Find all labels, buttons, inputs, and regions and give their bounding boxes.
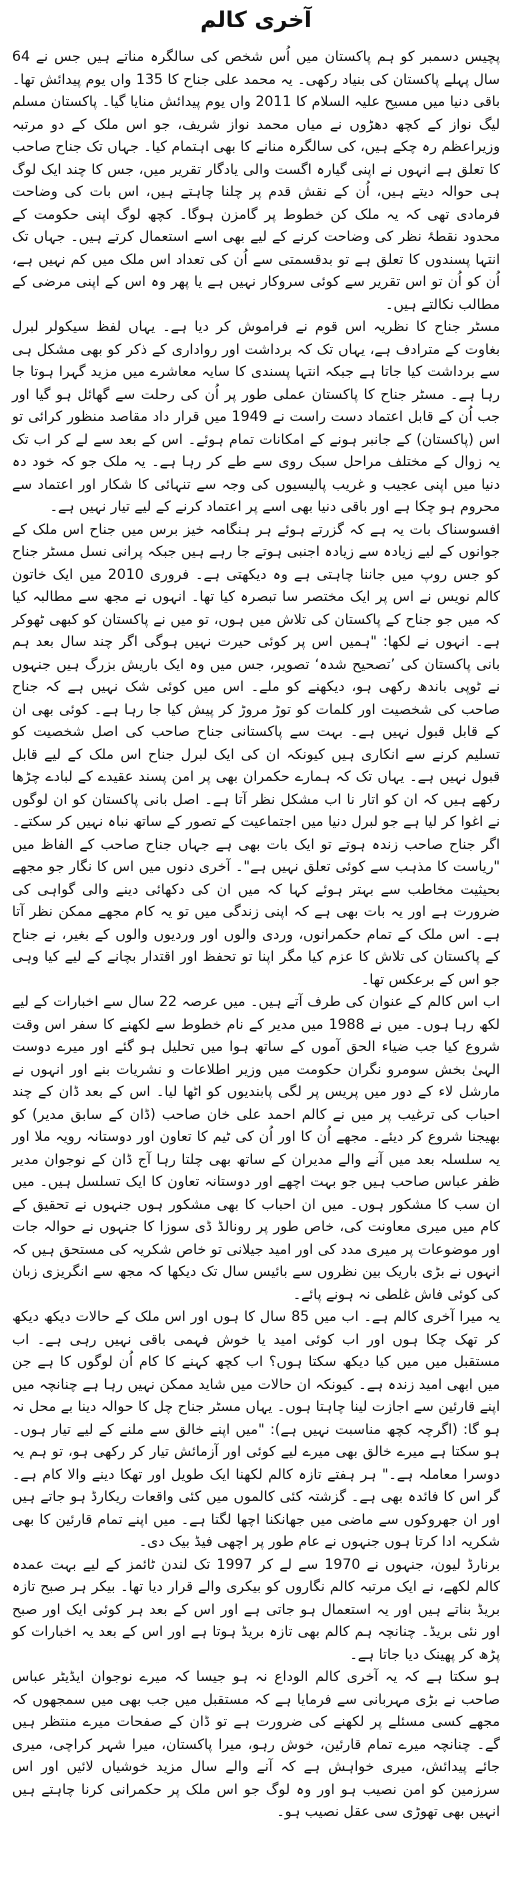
paragraph-3: افسوسناک بات یہ ہے کہ گزرتے ہوئے ہر ہنگامہ خیز برس میں جناح اس ملک کے جوانوں کے لیے زیادہ سے زیادہ اجنبی ہوتے جا رہے ہیں جبکہ پرانی نسل مسٹر جناح کو جس روپ میں جاننا چاہتی ہے وہ دیکھتی ہے۔ فروری 2010 میں ایک خاتون کالم نویس نے اس پر ایک مختصر سا تبصرہ کیا تھا۔ انہوں نے مجھ سے مطالبہ کیا کہ میں جو جناح کے پاکستان کی تلاش میں ہوں، تو میں نے پاکستان کو کبھی ٹھوکر ہے۔ انہوں نے لکھا: "ہمیں اس پر کوئی حیرت نہیں ہوگی اگر چند سال بعد ہم بانی پاکستان کی ’تصحیح شدہ‘ تصویر، جس میں وہ ایک باریش بزرگ ہیں جنہوں نے ٹوپی باندھ رکھی ہو، دیکھنے کو ملے۔ اس میں کوئی شک نہیں ہے کہ جناح صاحب کی شخصیت اور کلمات کو توڑ مروڑ کر پیش کیا جا رہا ہے۔ کوئی بھی ان کے قابل قبول نہیں ہے۔ بہت سے پاکستانی جناح صاحب کی اصل شخصیت کو تسلیم کرنے سے انکاری ہیں کیونکہ ان کی ایک لبرل جناح اس ملک کے لیے قابل قبول نہیں ہے۔ یہاں تک کہ ہمارے حکمران بھی پر امن پسند عقیدے کے لبادے چڑھا رکھے ہیں کہ ان کو اتار نا اب مشکل نظر آتا ہے۔ اصل بانی پاکستان کو ان لوگوں نے اغوا کر لیا ہے جو لبرل دنیا میں اجتماعیت کے تصور کے ساتھ نباہ نہیں کر سکتے۔ اگر جناح صاحب زندہ ہوتے تو ایک بات بھی ہے جہاں جناح صاحب کے الفاظ میں "ریاست کا مذہب سے کوئی تعلق نہیں ہے"۔ آخری دنوں میں اس کا نگار جو مجھے بحیثیت مخاطب سے بہتر ہوئے کہا کہ میں ان کی دکھائی دینے والی گواہی کی ضرورت ہے اور یہ بات بھی ہے کہ اپنی زندگی میں تو یہ کام مجھے ممکن نظر آتا ہے۔ اس ملک کے تمام حکمرانوں، وردی والوں اور وردیوں والوں کے بغیر، نے جناح کے پاکستان کی تلاش کا عزم کیا مگر اپنا تو تحفظ اور اقتدار بچانے کے لیے کیا وہی جو اس کے برعکس تھا۔ <box>12 521 500 988</box>
paragraph-6: برنارڈ لیون، جنہوں نے 1970 سے لے کر 1997 تک لندن ٹائمز کے لیے بہت عمدہ کالم لکھے، نے ایک مرتبہ کالم نگاروں کو بیکری والے قرار دیا تھا۔ بیکر ہر صبح تازہ بریڈ بناتے ہیں اور یہ استعمال ہو جاتی ہے اور اس کے بعد ہر کوئی ایک اور صبح اور نئی بریڈ۔ چنانچہ ہم کالم بھی تازہ بریڈ ہوتا ہے اور اس کے بعد یہ اخبارات کو پڑھ کر پھینک دیا جاتا ہے۔ <box>12 1556 500 1663</box>
paragraph-2: مسٹر جناح کا نظریہ اس قوم نے فراموش کر دیا ہے۔ یہاں لفظ سیکولر لبرل بغاوت کے مترادف ہے، یہاں تک کہ برداشت اور رواداری کے ذکر کو بھی مشکل ہی سے برداشت کیا جاتا ہے جبکہ انتہا پسندی کا سایہ معاشرے میں مزید گہرا ہوتا جا رہا ہے۔ مسٹر جناح کا پاکستان عملی طور پر اُن کی رحلت سے گھائل ہو گیا اور جب اُن کے قابل اعتماد دست راست نے 1949 میں قرار داد مقاصد منظور کرائی تو اس (پاکستان) کے جانبر ہونے کے امکانات تمام ہوئے۔ اس کے بعد سے لے کر اب تک یہ زوال کے مختلف مراحل سبک روی سے طے کر رہا ہے۔ یہ ملک جو کہ خود دہ دنیا میں اپنی عجیب و غریب پالیسیوں کی وجہ سے تنہائی کا شکار اور اعتماد سے محروم ہو چکا ہے اور باقی دنیا بھی اسے پر اعتماد کرنے کے لیے تیار نہیں ہے۔ <box>12 319 500 515</box>
article-body <box>12 46 500 1824</box>
paragraph-1: پچیس دسمبر کو ہم پاکستان میں اُس شخص کی سالگرہ مناتے ہیں جس نے 64 سال پہلے پاکستان کی بنیاد رکھی۔ یہ محمد علی جناح کا 135 واں یوم پیدائش تھا۔ باقی دنیا میں مسیح علیہ السلام کا 2011 واں یوم پیدائش منایا گیا۔ پاکستان مسلم لیگ نواز کے کچھ دھڑوں نے میاں محمد نواز شریف، جو اس ملک کے دو مرتبہ وزیراعظم رہ چکے ہیں، کی سالگرہ منانے کا بھی اہتمام کیا۔ جہاں تک جناح صاحب کا تعلق ہے انہوں نے اپنی گیارہ اگست والی یادگار تقریر میں، جس کا چند ایک لوگ ہی حوالہ دیتے ہیں، اُن کے نقش قدم پر چلنا چاہتے ہیں، اس بات کی وضاحت فرمادی تھی کہ یہ ملک کن خطوط پر گامزن ہوگا۔ کچھ لوگ اپنی حکومت کے محدود نقطۂ نظر کی وضاحت کرنے کے لیے بھی اسے استعمال کرتے ہیں۔ جہاں تک انتہا پسندوں کا تعلق ہے تو بدقسمتی سے اُن کی تعداد اس ملک میں کم نہیں ہے، اُن کو اُن تو اس تقریر سے کوئی سروکار نہیں ہے یا پھر وہ اس کے اپنی مرضی کے مطالب نکالتے ہیں۔ <box>12 49 500 313</box>
paragraph-5: یہ میرا آخری کالم ہے۔ اب میں 85 سال کا ہوں اور اس ملک کے حالات دیکھ دیکھ کر تھک چکا ہوں اور اب کوئی امید یا خوش فہمی باقی نہیں رہی ہے۔ اب مستقبل میں میں کیا دیکھ سکتا ہوں؟ اب کچھ کہنے کا کام اُن لوگوں کا ہے جن میں ابھی امید زندہ ہے۔ کیونکہ ان حالات میں شاید ممکن نہیں رہا ہے چنانچہ میں اپنے قارئین سے اجازت لینا چاہتا ہوں۔ یہاں مسٹر جناح چل کا حوالہ دینا بے محل نہ ہو گا: (اگرچہ کچھ مناسبت نہیں ہے): "میں اپنے خالق سے ملنے کے لیے تیار ہوں۔ ہو سکتا ہے میرے خالق بھی میرے لیے کوئی اور آزمائش تیار کر رکھی ہو، تو ہم یہ دوسرا معاملہ ہے۔" ہر ہفتے تازہ کالم لکھنا ایک طویل اور تھکا دینے والا کام ہے۔ گر اس کا فائدہ بھی ہے۔ گزشتہ کئی کالموں میں کئی واقعات ریکارڈ ہو جاتے ہیں اور ان جھروکوں سے ماضی میں جھانکنا اچھا لگتا ہے۔ میں اپنے تمام قارئین کا بھی شکریہ ادا کرتا ہوں جنہوں نے عام طور پر اچھی فیڈ بیک دی۔ <box>12 1309 500 1550</box>
paragraph-7: ہو سکتا ہے کہ یہ آخری کالم الوداع نہ ہو جیسا کہ میرے نوجوان ایڈیٹر عباس صاحب نے بڑی مہربانی سے فرمایا ہے کہ مستقبل میں جب بھی میں سمجھوں کہ مجھے کسی مسئلے پر لکھنے کی ضرورت ہے تو ڈان کے صفحات میرے منتظر ہیں گے۔ چنانچہ میرے تمام قارئین، خوش رہو، میرا پاکستان، میرا شہر کراچی، میری جائے پیدائش، میری خواہش ہے کہ آنے والے سال مزید خوشیاں لائیں اور اس سرزمین کو امن نصیب ہو اور وہ لوگ جو اس ملک پر حکمرانی کرنا چاہتے ہیں انہیں بھی تھوڑی سی عقل نصیب ہو۔ <box>12 1669 500 1820</box>
article-title: آخری کالم <box>200 8 312 33</box>
paragraph-4: اب اس کالم کے عنوان کی طرف آتے ہیں۔ میں عرصہ 22 سال سے اخبارات کے لیے لکھ رہا ہوں۔ میں نے 1988 میں مدیر کے نام خطوط سے لکھنے کا سفر اس وقت شروع کیا جب ضیاء الحق آموں کے ساتھ ہوا میں تحلیل ہو گئے اور میرے دوست الہیٰ بخش سومرو نگران حکومت میں وزیر اطلاعات و نشریات بنے اور انہوں نے مارشل لاء کے دور میں پریس پر لگی پابندیوں کو اٹھا لیا۔ اس کے بعد ڈان کے چند احباب کی ترغیب پر میں نے کالم احمد علی خان صاحب (ڈان کے سابق مدیر) کو بھیجنا شروع کر دیئے۔ مجھے اُن کا اور اُن کی ٹیم کا تعاون اور دوستانہ رویہ ملا اور یہ سلسلہ بعد میں آنے والے مدیران کے ساتھ بھی چلتا رہا آج ڈان کے نوجوان مدیر ظفر عباس صاحب ہیں جو بہت اچھے اور دوستانہ تعاون کا ایک تسلسل ہیں۔ میں ان سب کا مشکور ہوں۔ میں ان احباب کا بھی مشکور ہوں جنہوں نے تحقیق کے کام میں میری معاونت کی، خاص طور پر رونالڈ ڈی سوزا کا جنہوں نے حوالہ جات اور موضوعات پر میری مدد کی اور امید جیلانی تو خاص شکریہ کی مستحق ہیں کہ انہوں نے بڑی باریک بین نظروں سے بائیس سال تک دیکھا کہ مجھ سے انگریزی زبان کی کوئی فاش غلطی نہ ہونے پائے۔ <box>12 994 500 1303</box>
